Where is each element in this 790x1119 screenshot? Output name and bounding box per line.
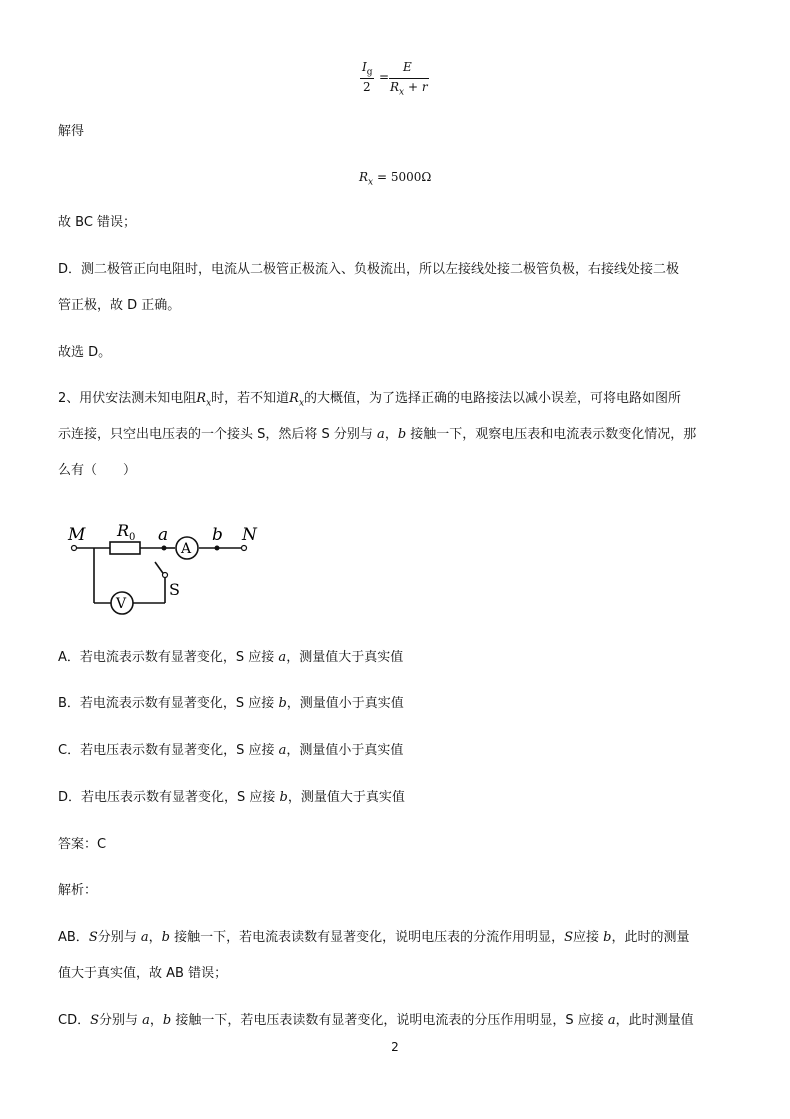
cd-e: ，此时测量值 [615, 1013, 694, 1028]
cd-pre: CD． [58, 1013, 91, 1028]
formula-rx-var: R [390, 80, 400, 94]
answer: 答案：C [58, 837, 107, 852]
q2-line1-b: 时，若不知道 [211, 391, 290, 406]
terminal-n [242, 546, 247, 551]
option-a-pre: A．若电流表示数有显著变化，S 应接 [58, 650, 279, 665]
option-d-post: ，测量值大于真实值 [287, 790, 405, 805]
text-choose-d: 故选 D。 [58, 345, 112, 360]
terminal-m [72, 546, 77, 551]
label-r0 [116, 521, 135, 543]
fraction-bar-right [389, 78, 429, 79]
circuit-diagram [62, 518, 322, 628]
ab-dv: b [603, 930, 612, 945]
formula-num-right: E [403, 60, 412, 74]
cd-a: 分别与 [99, 1013, 143, 1028]
option-d [58, 790, 405, 806]
node-b [215, 546, 220, 551]
label-b: b [212, 525, 223, 545]
formula-rx-sub: x [399, 87, 405, 98]
ab-s2: S [564, 930, 574, 945]
cd-c: 接触一下，若电压表读数有显著变化，说明电流表的分压作用明显，S 应接 [171, 1013, 608, 1028]
ab-e: ，此时的测量 [611, 930, 690, 945]
ab-a: 分别与 [97, 930, 141, 945]
option-d-var: b [279, 790, 288, 805]
option-d-pre: D．若电压表示数有显著变化，S 应接 [58, 790, 280, 805]
cd-bv: b [162, 1013, 172, 1028]
q2-line3: 么有（ ） [58, 463, 137, 478]
cd-av: a [142, 1013, 150, 1028]
analysis-cd-line1 [58, 1013, 694, 1029]
label-r0-var: R [117, 521, 130, 540]
cd-s: S [90, 1013, 99, 1028]
analysis-ab-line2: 值大于真实值，故 AB 错误； [58, 966, 228, 981]
rx-var: R [196, 391, 207, 406]
var-a: a [377, 427, 385, 442]
text-d-line1: D．测二极管正向电阻时，电流从二极管正极流入、负极流出，所以左接线处接二极管负极，右接线处接二极 [58, 262, 680, 277]
option-a [58, 650, 403, 666]
q2-line1 [58, 391, 681, 412]
formula-ig-var: I [362, 60, 367, 74]
text-d-line2: 管正极，故 D 正确。 [58, 298, 181, 313]
formula2-sub: x [368, 177, 374, 188]
resistor-r0 [110, 542, 140, 554]
fraction-bar-left [360, 78, 374, 79]
formula-den-left: 2 [363, 80, 371, 94]
q2-line1-a: 2、用伏安法测未知电阻 [58, 391, 197, 406]
q2-line1-c: 的大概值，为了选择正确的电路接法以减小误差，可将电路如图所 [304, 391, 682, 406]
terminal-s [163, 573, 168, 578]
rx-sub: x [206, 398, 212, 409]
option-b-pre: B．若电流表示数有显著变化，S 应接 [58, 696, 279, 711]
option-a-post: ，测量值大于真实值 [286, 650, 404, 665]
label-ammeter: A [181, 541, 192, 557]
text-bc-wrong: 故 BC 错误； [58, 215, 137, 230]
option-c-pre: C．若电压表示数有显著变化，S 应接 [58, 743, 279, 758]
q2-line2-b: ， [384, 427, 398, 442]
formula-ig-sub: g [366, 67, 373, 78]
option-a-var: a [278, 650, 287, 665]
q2-line2 [58, 427, 696, 443]
option-c-post: ，测量值小于真实值 [286, 743, 404, 758]
formula-den-rest: + r [407, 80, 428, 94]
analysis-label: 解析： [58, 883, 98, 898]
option-b-var: b [278, 696, 287, 711]
cd-dv: a [607, 1013, 616, 1028]
label-n: N [242, 525, 257, 545]
label-m: M [68, 525, 86, 545]
rx-var: R [289, 391, 299, 406]
ab-d: 应接 [573, 930, 604, 945]
analysis-ab-line1 [58, 930, 690, 946]
formula2-rest: = 5000Ω [376, 170, 432, 184]
formula2-var: R [359, 170, 369, 184]
option-c-var: a [278, 743, 287, 758]
ab-s: S [88, 930, 98, 945]
option-b [58, 696, 404, 712]
formula-rx-result [359, 170, 431, 187]
label-voltmeter: V [116, 596, 127, 612]
label-r0-sub: 0 [129, 532, 136, 543]
ab-c: 接触一下，若电流表读数有显著变化，说明电压表的分流作用明显， [169, 930, 565, 945]
solve-label: 解得 [58, 124, 85, 139]
option-b-post: ，测量值小于真实值 [286, 696, 404, 711]
ab-b: ， [148, 930, 162, 945]
formula-equals: = [379, 70, 390, 84]
ab-av: a [140, 930, 149, 945]
var-b: b [397, 427, 407, 442]
q2-line2-a: 示连接，只空出电压表的一个接头 S，然后将 S 分别与 [58, 427, 378, 442]
label-s: S [169, 580, 180, 599]
cd-b: ， [149, 1013, 163, 1028]
ab-pre: AB． [58, 930, 89, 945]
ab-bv: b [161, 930, 170, 945]
q2-line2-c: 接触一下，观察电压表和电流表示数变化情况，那 [406, 427, 697, 442]
page-number: 2 [391, 1040, 399, 1054]
node-a [162, 546, 167, 551]
option-c [58, 743, 403, 759]
label-a: a [158, 525, 169, 545]
rx-sub: x [298, 398, 305, 409]
